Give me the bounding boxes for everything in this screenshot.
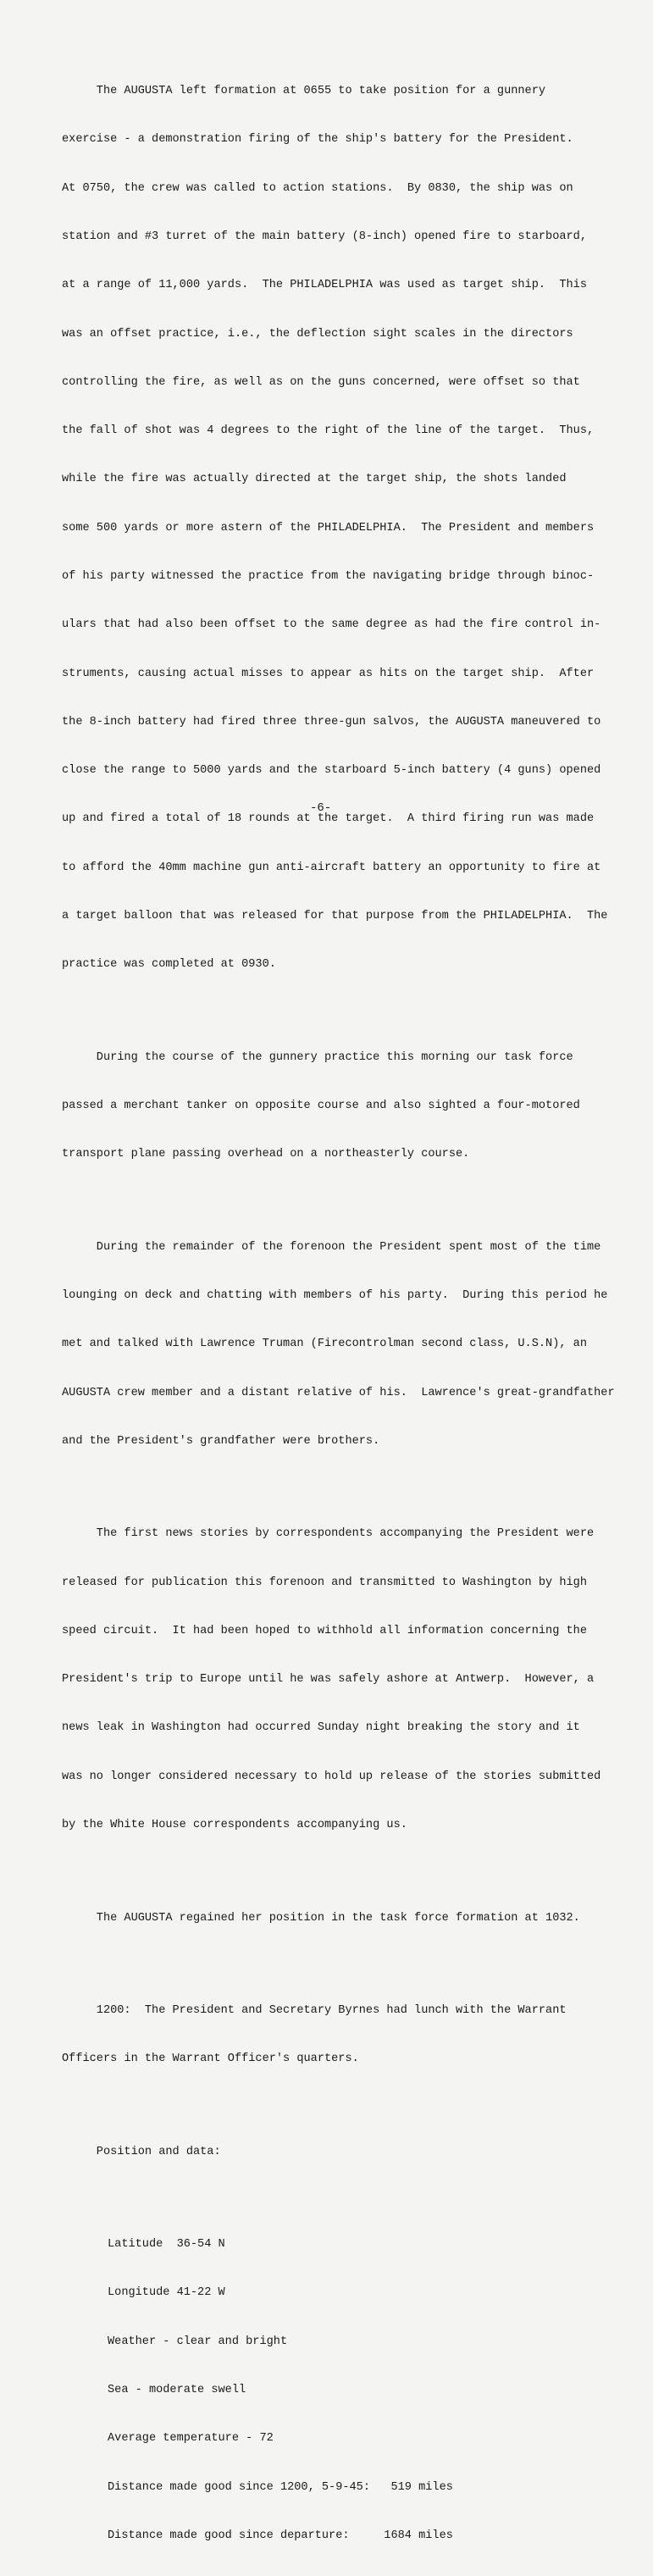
paragraph-spacer: [62, 1005, 619, 1017]
text-line: close the range to 5000 yards and the starboard 5-inch battery (4 guns) opened: [62, 764, 601, 778]
position-data-item: Weather - clear and bright: [108, 2335, 288, 2348]
position-data-item: Distance made good since departure: 1684 miles: [108, 2529, 453, 2542]
position-data-item: Sea - moderate swell: [108, 2384, 246, 2397]
text-line: some 500 yards or more astern of the PHILADELPHIA. The President and members: [62, 521, 595, 535]
text-line: Officers in the Warrant Officer's quarters.: [62, 2052, 359, 2066]
text-line: released for publication this forenoon and transmitted to Washington by high: [62, 1576, 587, 1589]
text-line: ulars that had also been offset to the same degree as had the fire control in-: [62, 618, 601, 632]
text-line: a target balloon that was released for that purpose from the PHILADELPHIA. The: [62, 909, 608, 922]
text-line: was an offset practice, i.e., the deflection sight scales in the directors: [62, 327, 573, 341]
text-line: exercise - a demonstration firing of the ship's battery for the President.: [62, 133, 573, 147]
text-line: to afford the 40mm machine gun anti-aircraft battery an opportunity to fire at: [62, 861, 601, 874]
paragraph-spacer: [62, 2192, 619, 2204]
text-line: was no longer considered necessary to hold up release of the stories submitted: [62, 1770, 601, 1783]
position-data-item: Latitude 36-54 N: [108, 2238, 225, 2252]
text-line: practice was completed at 0930.: [62, 958, 276, 972]
paragraph-spacer: [62, 1958, 619, 1970]
text-line: Position and data:: [62, 2145, 221, 2158]
text-line: During the remainder of the forenoon the President spent most of the time: [62, 1240, 601, 1254]
text-line: the 8-inch battery had fired three three-gun salvos, the AUGUSTA maneuvered to: [62, 715, 601, 728]
text-line: by the White House correspondents accompanying us.: [62, 1819, 407, 1832]
text-line: The AUGUSTA regained her position in the task force formation at 1032.: [62, 1911, 580, 1925]
paragraph-forenoon: [62, 1207, 619, 1482]
text-line: struments, causing actual misses to appear as hits on the target ship. After: [62, 667, 595, 680]
text-line: During the course of the gunnery practice this morning our task force: [62, 1050, 573, 1064]
text-line: station and #3 turret of the main battery (8-inch) opened fire to starboard,: [62, 230, 587, 244]
text-line: At 0750, the crew was called to action stations. By 0830, the ship was on: [62, 181, 573, 195]
text-line: at a range of 11,000 yards. The PHILADELPHIA was used as target ship. This: [62, 279, 587, 292]
text-line: of his party witnessed the practice from the navigating bridge through binoc-: [62, 570, 595, 583]
paragraph-tanker-sighting: [62, 1017, 619, 1195]
paragraph-spacer: [62, 2100, 619, 2112]
text-line: up and fired a total of 18 rounds at the target. A third firing run was made: [62, 812, 595, 826]
paragraph-gunnery-exercise: [62, 51, 619, 1005]
text-line: the fall of shot was 4 degrees to the right of the line of the target. Thus,: [62, 424, 595, 438]
position-data-item: Distance made good since 1200, 5-9-45: 519 miles: [108, 2480, 453, 2494]
position-data-item: Longitude 41-22 W: [108, 2286, 225, 2300]
text-line: passed a merchant tanker on opposite course and also sighted a four-motored: [62, 1100, 580, 1112]
position-data-list: [108, 2204, 619, 2576]
position-data-item: Average temperature - 72: [108, 2432, 274, 2446]
text-line: 1200: The President and Secretary Byrnes had lunch with the Warrant: [62, 2003, 567, 2017]
text-line: AUGUSTA crew member and a distant relative of his. Lawrence's great-grandfather: [62, 1386, 615, 1399]
text-line: transport plane passing overhead on a northeasterly course.: [62, 1148, 470, 1161]
paragraph-spacer: [62, 1482, 619, 1493]
paragraph-news-stories: [62, 1493, 619, 1865]
text-line: met and talked with Lawrence Truman (Firecontrolman second class, U.S.N), an: [62, 1338, 587, 1351]
text-line: President's trip to Europe until he was safely ashore at Antwerp. However, a: [62, 1673, 595, 1687]
text-line: The first news stories by correspondents accompanying the President were: [62, 1527, 595, 1541]
text-line: speed circuit. It had been hoped to withhold all information concerning the: [62, 1624, 587, 1637]
text-line: controlling the fire, as well as on the guns concerned, were offset so that: [62, 375, 580, 389]
text-line: lounging on deck and chatting with members of his party. During this period he: [62, 1289, 608, 1303]
paragraph-spacer: [62, 1195, 619, 1207]
text-line: news leak in Washington had occurred Sunday night breaking the story and it: [62, 1721, 580, 1735]
text-line: and the President's grandfather were brothers.: [62, 1434, 380, 1448]
paragraph-spacer: [62, 1865, 619, 1877]
page-number: -6-: [310, 801, 332, 815]
text-line: while the fire was actually directed at the target ship, the shots landed: [62, 473, 567, 486]
paragraph-lunch: [62, 1970, 619, 2100]
text-line: The AUGUSTA left formation at 0655 to take position for a gunnery: [62, 85, 546, 98]
paragraph-regained-position: [62, 1877, 619, 1958]
paragraph-position-heading: [62, 2112, 619, 2192]
